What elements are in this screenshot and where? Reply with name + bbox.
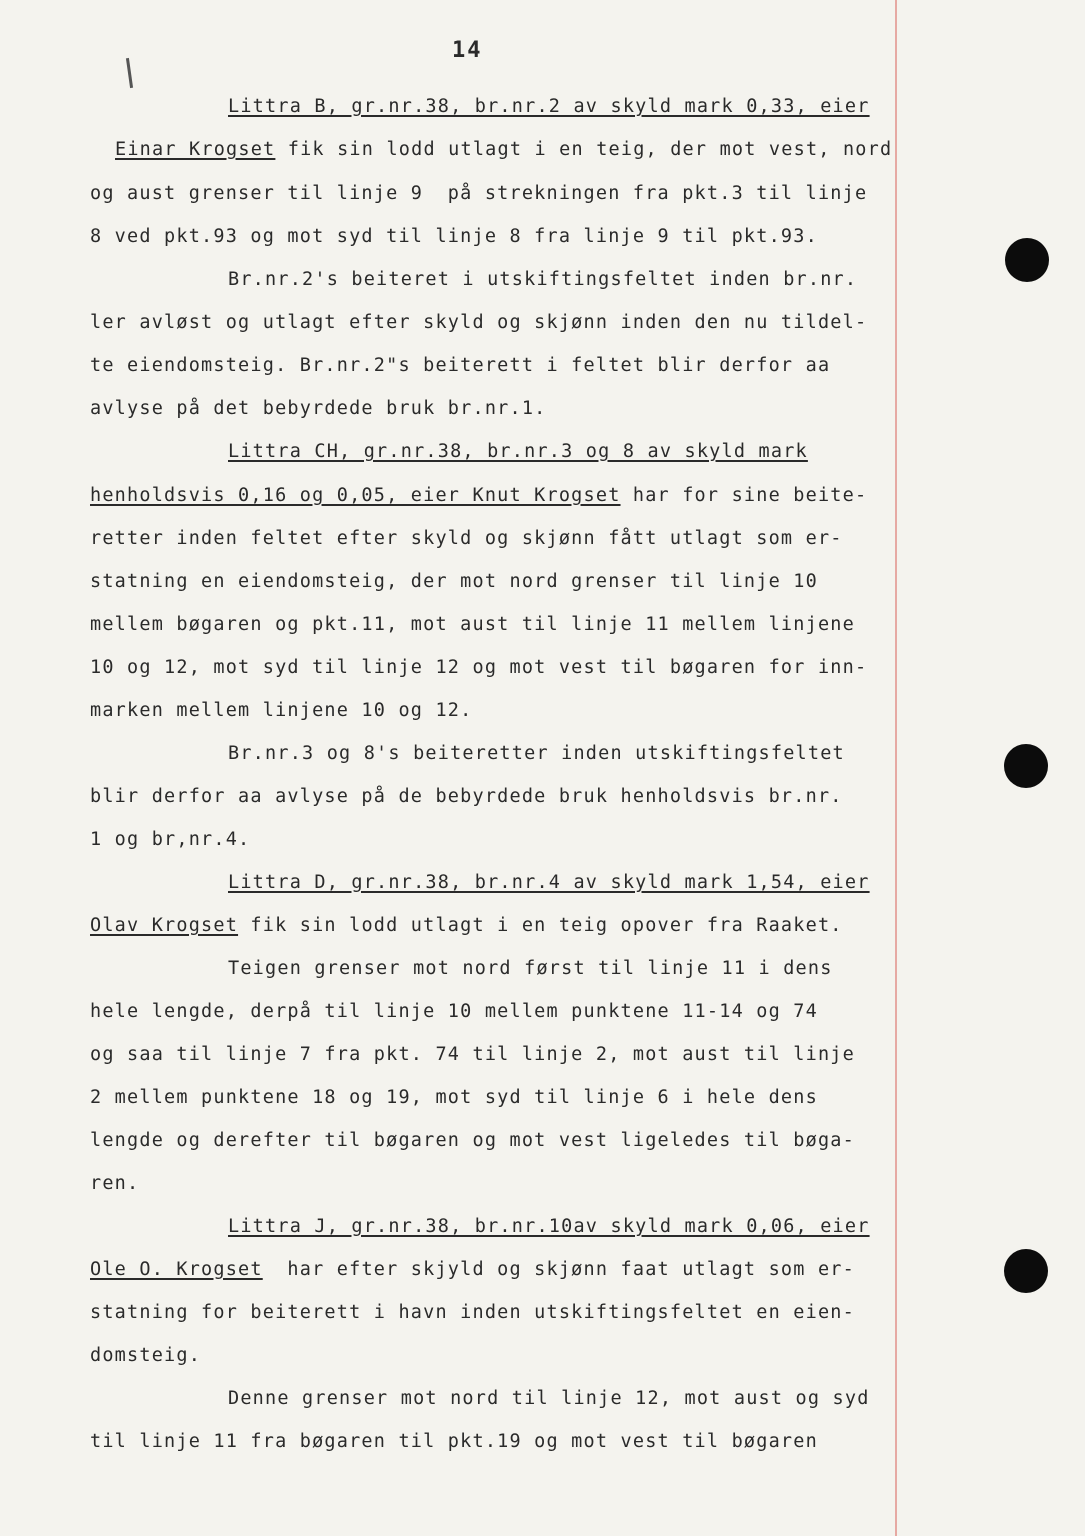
text-segment: og aust grenser til linje 9 på strekningen fra pkt.3 til linje (90, 183, 868, 204)
text-segment: marken mellem linjene 10 og 12. (90, 700, 473, 721)
pencil-mark (126, 58, 133, 88)
text-line (90, 1258, 855, 1282)
text-line (90, 828, 250, 852)
text-line (90, 311, 867, 335)
text-line (90, 570, 818, 594)
text-line (90, 1043, 855, 1067)
text-segment: 8 ved pkt.93 og mot syd til linje 8 fra linje 9 til pkt.93. (90, 226, 818, 247)
text-segment: statning en eiendomsteig, der mot nord grenser til linje 10 (90, 571, 818, 592)
text-segment: Denne grenser mot nord til linje 12, mot aust og syd (228, 1388, 870, 1409)
text-line (228, 1215, 870, 1239)
text-line (115, 138, 892, 162)
text-line (228, 440, 808, 464)
text-line (228, 957, 833, 981)
text-segment: ren. (90, 1173, 140, 1194)
punch-hole (1005, 238, 1049, 282)
text-line (228, 95, 870, 119)
text-segment: fik sin lodd utlagt i en teig opover fra Raaket. (238, 915, 843, 936)
underlined-heading-segment: henholdsvis 0,16 og 0,05, eier Knut Krogset (90, 485, 621, 506)
text-line (90, 182, 867, 206)
text-segment: fik sin lodd utlagt i en teig, der mot vest, nord (275, 139, 893, 160)
text-line (228, 742, 845, 766)
text-segment: lengde og derefter til bøgaren og mot vest ligeledes til bøga- (90, 1130, 855, 1151)
text-segment: Br.nr.3 og 8's beiteretter inden utskiftingsfeltet (228, 743, 845, 764)
text-segment: Br.nr.2's beiteret i utskiftingsfeltet inden br.nr. (228, 269, 858, 290)
text-segment: og saa til linje 7 fra pkt. 74 til linje 2, mot aust til linje (90, 1044, 855, 1065)
text-line (228, 871, 870, 895)
text-line (90, 225, 818, 249)
punch-hole (1004, 1249, 1048, 1293)
text-segment: har for sine beite- (620, 485, 868, 506)
text-line (90, 914, 843, 938)
page-number: 14 (452, 38, 483, 63)
text-segment: te eiendomsteig. Br.nr.2"s beiterett i feltet blir derfor aa (90, 355, 831, 376)
text-segment: 1 og br,nr.4. (90, 829, 251, 850)
text-line (90, 1301, 855, 1325)
punch-hole (1004, 744, 1048, 788)
text-line (90, 354, 830, 378)
text-line (90, 613, 855, 637)
underlined-heading-segment: Littra J, gr.nr.38, br.nr.10av skyld mark 0,06, eier (228, 1216, 870, 1237)
text-line (90, 397, 547, 421)
underlined-heading-segment: Einar Krogset (115, 139, 276, 160)
margin-rule (895, 0, 897, 1536)
text-line (90, 1000, 818, 1024)
underlined-heading-segment: Littra B, gr.nr.38, br.nr.2 av skyld mark 0,33, eier (228, 96, 870, 117)
text-segment: statning for beiterett i havn inden utskiftingsfeltet en eien- (90, 1302, 855, 1323)
text-line (90, 1129, 855, 1153)
text-line (90, 527, 843, 551)
text-line (90, 699, 472, 723)
text-segment: til linje 11 fra bøgaren til pkt.19 og mot vest til bøgaren (90, 1431, 818, 1452)
text-segment: mellem bøgaren og pkt.11, mot aust til linje 11 mellem linjene (90, 614, 855, 635)
text-line (90, 1344, 201, 1368)
text-segment: ler avløst og utlagt efter skyld og skjønn inden den nu tildel- (90, 312, 868, 333)
underlined-heading-segment: Littra CH, gr.nr.38, br.nr.3 og 8 av skyld mark (228, 441, 808, 462)
text-segment: Teigen grenser mot nord først til linje 11 i dens (228, 958, 833, 979)
text-line (228, 1387, 870, 1411)
text-segment: 2 mellem punktene 18 og 19, mot syd til linje 6 i hele dens (90, 1087, 818, 1108)
text-line (228, 268, 857, 292)
text-segment: avlyse på det bebyrdede bruk br.nr.1. (90, 398, 547, 419)
text-segment: har efter skjyld og skjønn faat utlagt som er- (262, 1259, 855, 1280)
text-line (90, 484, 867, 508)
text-line (90, 785, 843, 809)
text-line (90, 656, 867, 680)
underlined-heading-segment: Littra D, gr.nr.38, br.nr.4 av skyld mark 1,54, eier (228, 872, 870, 893)
text-segment: retter inden feltet efter skyld og skjønn fått utlagt som er- (90, 528, 843, 549)
text-line (90, 1172, 139, 1196)
text-segment: blir derfor aa avlyse på de bebyrdede bruk henholdsvis br.nr. (90, 786, 843, 807)
text-segment: 10 og 12, mot syd til linje 12 og mot vest til bøgaren for inn- (90, 657, 868, 678)
text-segment: hele lengde, derpå til linje 10 mellem punktene 11-14 og 74 (90, 1001, 818, 1022)
text-segment: domsteig. (90, 1345, 202, 1366)
underlined-heading-segment: Ole O. Krogset (90, 1259, 263, 1280)
text-line (90, 1430, 818, 1454)
underlined-heading-segment: Olav Krogset (90, 915, 239, 936)
text-line (90, 1086, 818, 1110)
